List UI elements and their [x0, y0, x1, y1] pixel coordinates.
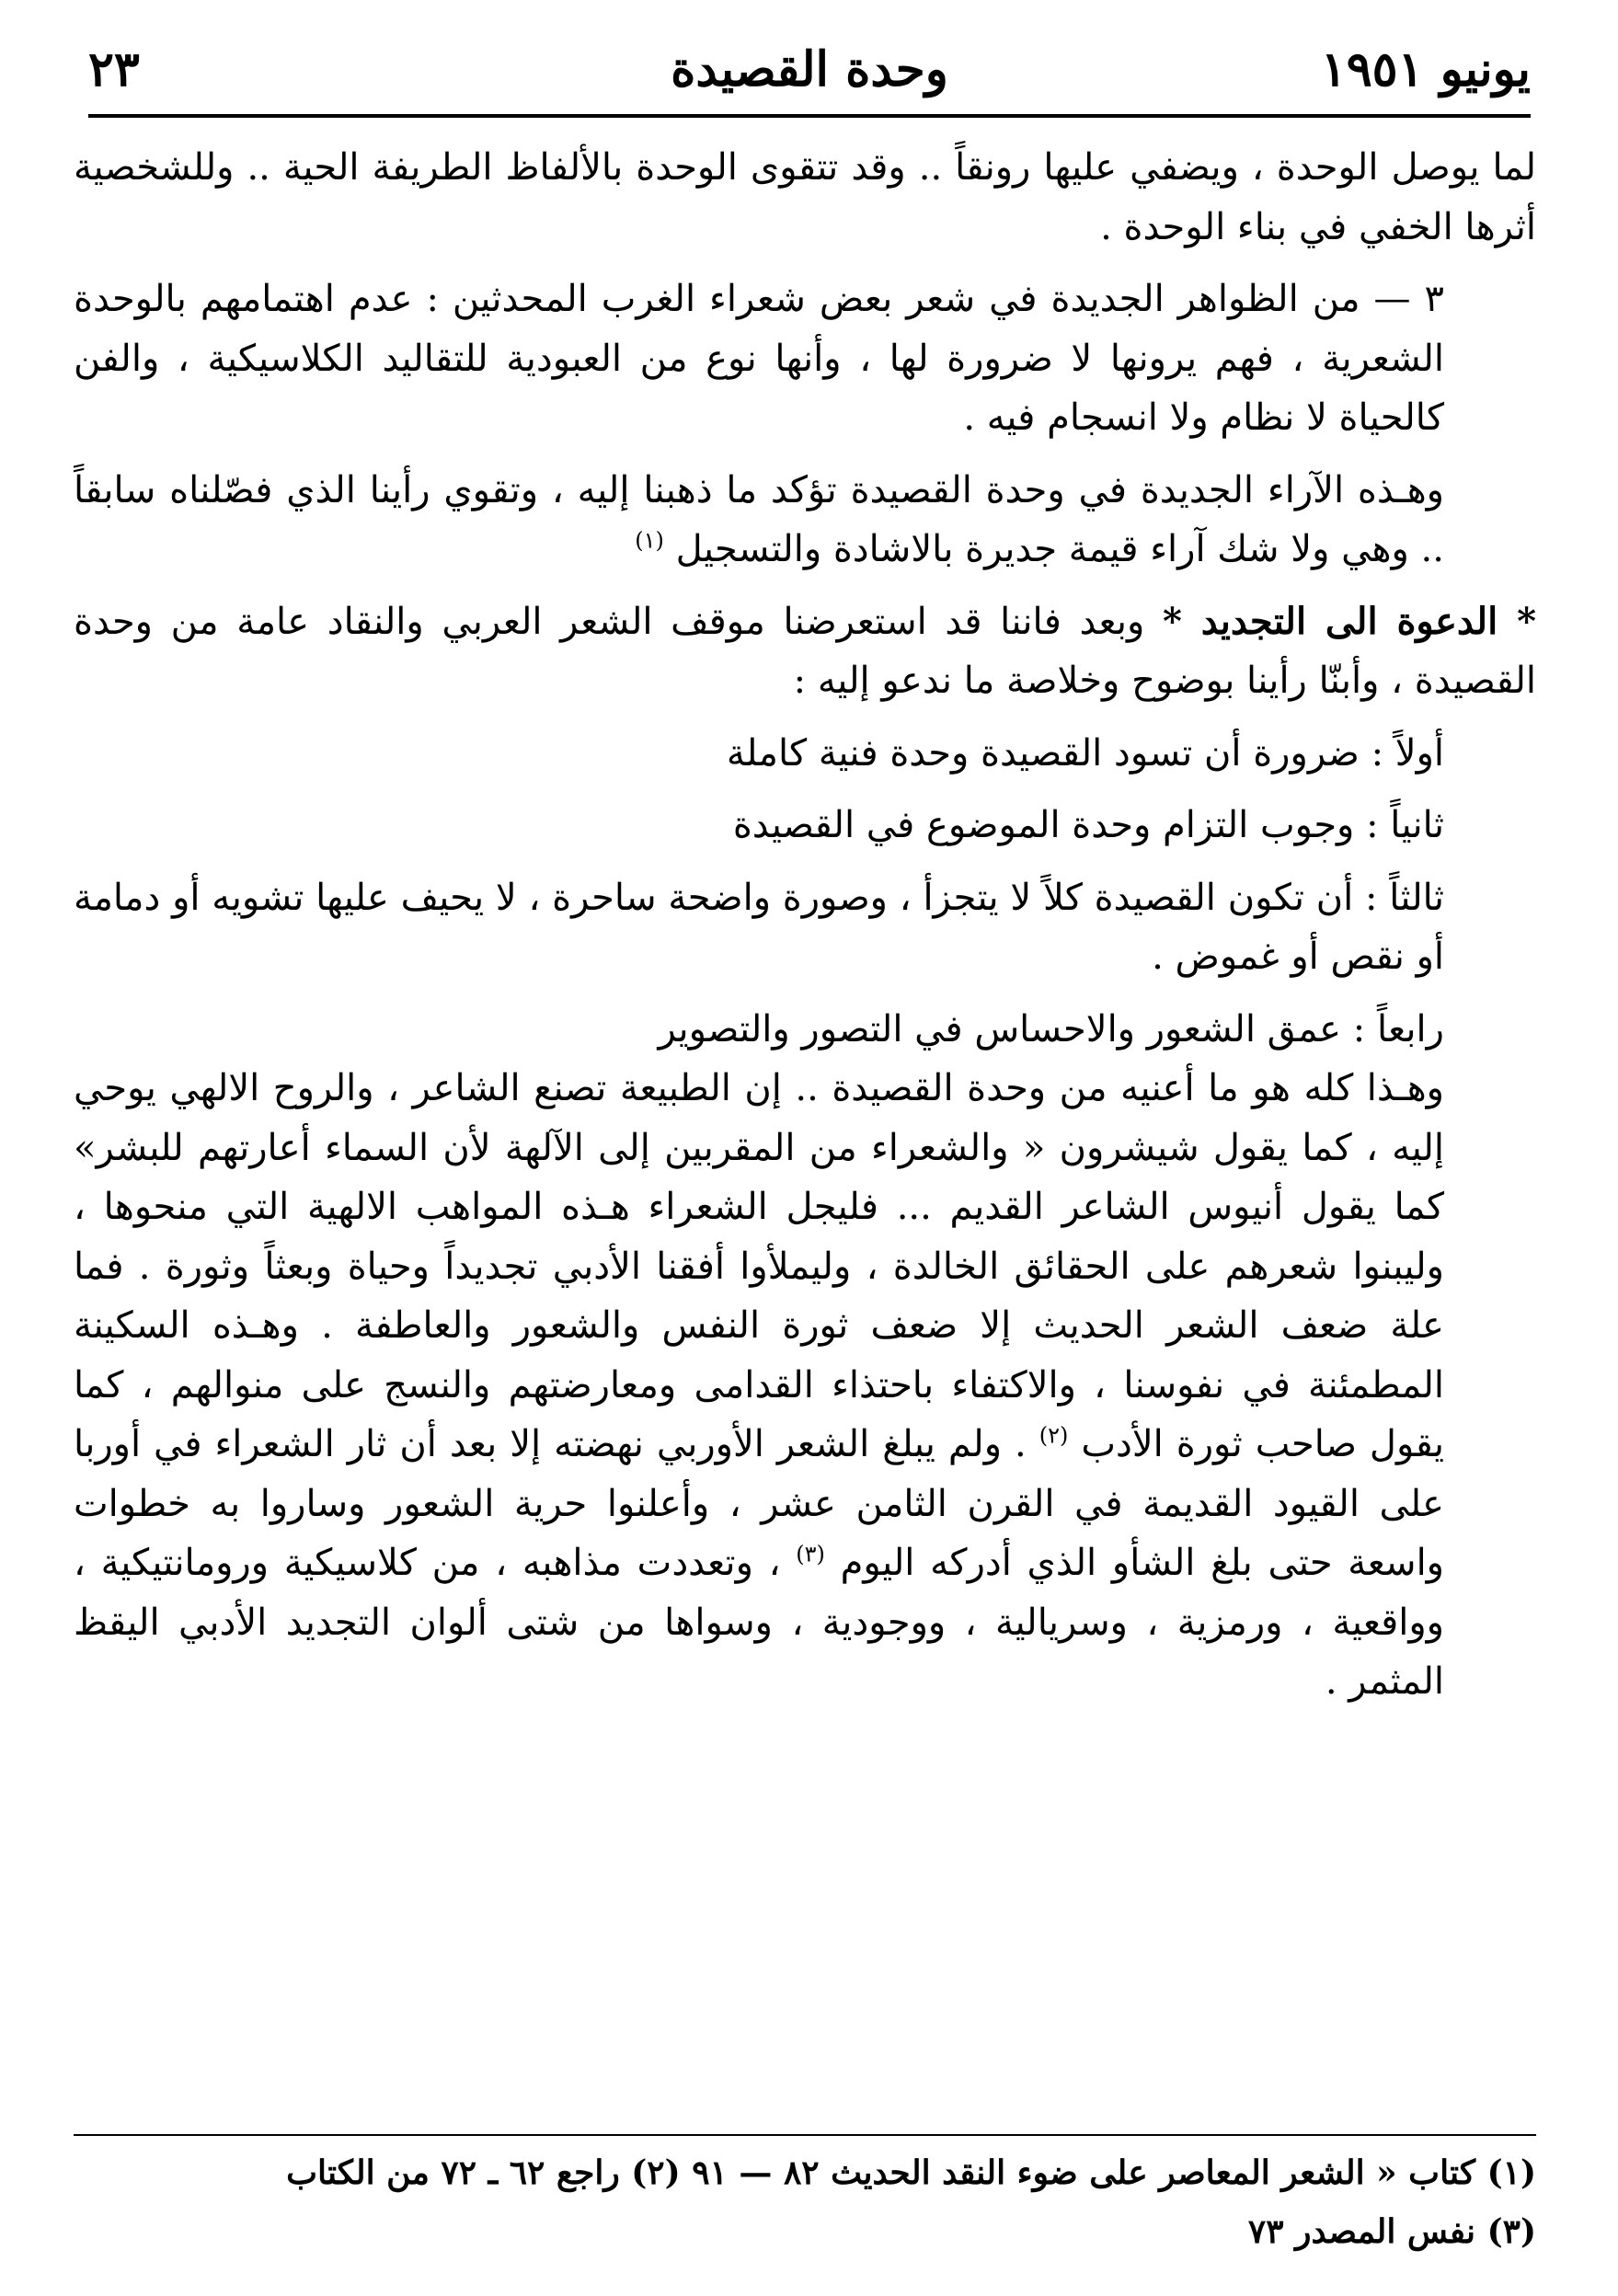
list-item-1: أولاً : ضرورة أن تسود القصيدة وحدة فنية كاملة: [726, 731, 1444, 775]
list-item-4: رابعاً : عمق الشعور والاحساس في التصور والتصوير: [658, 1007, 1444, 1050]
footnote-ref-3: (٣): [796, 1541, 825, 1567]
footnote-line-1: (١) كتاب « الشعر المعاصر على ضوء النقد الحديث ٨٢ — ٩١ (٢) راجع ٦٢ ـ ٧٢ من الكتاب: [286, 2153, 1536, 2192]
paragraph-3-text: وهـذه الآراء الجديدة في وحدة القصيدة تؤكد ما ذهبنا إليه ، وتقوي رأينا الذي فصّلناه سابقاً .. وهي ولا شك آراء قيمة جديرة بالاشادة والتسجيل: [74, 468, 1444, 570]
list-item-3: ثالثاً : أن تكون القصيدة كلاً لا يتجزأ ، وصورة واضحة ساحرة ، لا يحيف عليها تشويه أو دمامة أو نقص أو غموض .: [74, 876, 1444, 978]
section-heading-text: الدعوة الى التجديد: [1200, 599, 1498, 643]
footnote-rule: [74, 2134, 1536, 2136]
paragraph-1: لما يوصل الوحدة ، ويضفي عليها رونقاً .. وقد تتقوى الوحدة بالألفاظ الطريفة الحية .. وللشخصية أثرها الخفي في بناء الوحدة .: [74, 146, 1537, 248]
paragraph-5-part-c: ، وتعددت مذاهبه ، من كلاسيكية ورومانتيكية ، وواقعية ، ورمزية ، وسريالية ، ووجودية ، وسواها من شتى ألوان التجديد الأدبي اليقظ المثمر .: [74, 1542, 1444, 1703]
page-number: ٢٣: [88, 41, 140, 98]
footnote-ref-2: (٢): [1039, 1422, 1069, 1449]
paragraph-3: [74, 461, 1536, 580]
list-item-2: ثانياً : وجوب التزام وحدة الموضوع في القصيدة: [732, 804, 1444, 846]
header-title: وحدة القصيدة: [671, 41, 948, 98]
footnotes: [74, 2143, 1536, 2261]
paragraph-4-text: وبعد فاننا قد استعرضنا موقف الشعر العربي والنقاد عامة من وحدة القصيدة ، وأبنّا رأينا بوضوح وخلاصة ما ندعو إليه :: [74, 600, 1536, 702]
article-body: [74, 138, 1536, 1712]
header-rule: [88, 114, 1531, 118]
paragraph-5: [74, 1059, 1536, 1712]
section-heading: * الدعوة الى التجديد *: [1162, 599, 1537, 643]
page-header: [88, 37, 1531, 103]
footnote-ref-1: (١): [635, 527, 664, 554]
header-date: يونيو ١٩٥١: [1320, 41, 1531, 98]
paragraph-4: [74, 592, 1536, 711]
paragraph-5-part-b: . ولم يبلغ الشعر الأوربي نهضته إلا بعد أن ثار الشعراء في أوربا على القيود القديمة في القرن الثامن عشر ، وأعلنوا حرية الشعور وساروا به خطوات واسعة حتى بلغ الشأو الذي أدركه اليوم: [74, 1423, 1444, 1584]
paragraph-5-part-a: وهـذا كله هو ما أعنيه من وحدة القصيدة .. إن الطبيعة تصنع الشاعر ، والروح الالهي يوحي إليه ، كما يقول شيشرون « والشعراء من المقربين إلى الآلهة لأن السماء أعارتهم للبشر» كما يقول أنيوس الشاعر القديم ... فليجل الشعراء هـذه المواهب الالهية التي منحوها ، وليبنوا شعرهم على الحقائق الخالدة ، وليملأوا أفقنا الأدبي تجديداً وحياة وبعثاً وثورة . فما علة ضعف الشعر الحديث إلا ضعف ثورة النفس والشعور والعاطفة . وهـذه السكينة المطمئنة في نفوسنا ، والاكتفاء باحتذاء القدامى ومعارضتهم والنسج على منوالهم ، كما يقول صاحب ثورة الأدب: [74, 1067, 1445, 1465]
footnote-line-2: (٣) نفس المصدر ٧٣: [1247, 2212, 1536, 2251]
paragraph-2: ٣ — من الظواهر الجديدة في شعر بعض شعراء الغرب المحدثين : عدم اهتمامهم بالوحدة الشعرية ، فهم يرونها لا ضرورة لها ، وأنها نوع من العبودية للتقاليد الكلاسيكية ، والفن كالحياة لا نظام ولا انسجام فيه .: [74, 278, 1444, 439]
